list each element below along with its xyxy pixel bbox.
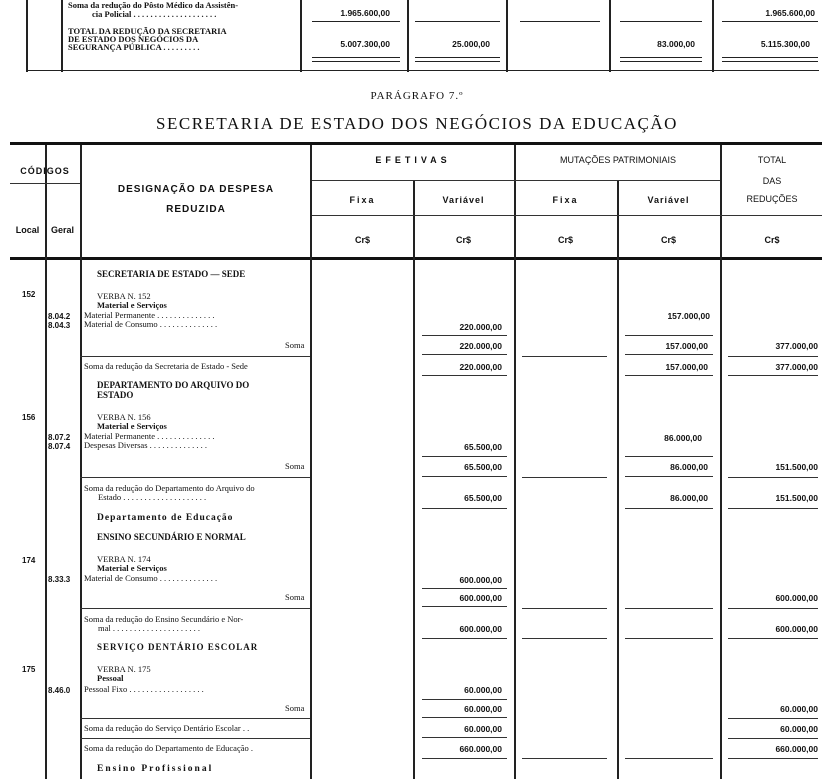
- rule: [80, 738, 310, 739]
- rule: [10, 183, 80, 184]
- verba: VERBA N. 152: [97, 291, 151, 301]
- amount: 600.000,00: [775, 593, 818, 603]
- rule: [422, 606, 507, 607]
- amount: 25.000,00: [452, 39, 490, 49]
- header-mutacoes: MUTAÇÕES PATRIMONIAIS: [559, 155, 676, 165]
- reduction-label: Soma da redução da Secretaria de Estado - Sede: [84, 361, 248, 371]
- header-currency: Cr$: [660, 235, 676, 245]
- amount: 600.000,00: [459, 593, 502, 603]
- rule: [625, 375, 713, 376]
- header-designacao-sub: REDUZIDA: [166, 204, 226, 215]
- amount: 65.500,00: [464, 442, 502, 452]
- table-border: [712, 0, 714, 72]
- page-title: SECRETARIA DE ESTADO DOS NEGÓCIOS DA EDUCAÇÃO: [156, 114, 678, 133]
- amount: 60.000,00: [780, 724, 818, 734]
- table-border: [61, 0, 63, 72]
- item-label: Material de Consumo . . . . . . . . . . . . . .: [84, 319, 218, 329]
- header-efetivas: EFETIVAS: [375, 155, 451, 165]
- rule: [422, 335, 507, 336]
- amount: 660.000,00: [775, 744, 818, 754]
- amount: 220.000,00: [459, 322, 502, 332]
- rule: [422, 717, 507, 718]
- item-label: Material Permanente . . . . . . . . . . . . . .: [84, 310, 215, 320]
- header-geral: Geral: [50, 225, 74, 235]
- local-code: 175: [22, 665, 36, 674]
- subgroup: Pessoal: [97, 673, 124, 683]
- amount: 157.000,00: [667, 311, 710, 321]
- local-code: 174: [22, 556, 36, 565]
- rule: [620, 61, 702, 62]
- rule: [422, 638, 507, 639]
- rule: [422, 588, 507, 589]
- department-title: Departamento de Educação: [97, 513, 234, 523]
- rule: [728, 718, 818, 719]
- amount: 660.000,00: [459, 744, 502, 754]
- header-local: Local: [15, 225, 40, 235]
- paragraph-heading: PARÁGRAFO 7.º: [370, 90, 464, 102]
- header-currency: Cr$: [557, 235, 573, 245]
- rule: [415, 21, 500, 22]
- amount: 220.000,00: [459, 362, 502, 372]
- table-border: [300, 0, 302, 72]
- header-das: DAS: [762, 176, 782, 186]
- geral-code: 8.07.2: [48, 433, 71, 442]
- rule: [422, 456, 507, 457]
- rule: [422, 354, 507, 355]
- rule: [728, 508, 818, 509]
- amount: 65.500,00: [464, 493, 502, 503]
- rule: [620, 21, 702, 22]
- rule: [422, 758, 507, 759]
- soma-label: Soma: [285, 340, 305, 350]
- rule: [620, 57, 702, 58]
- item-label: Material de Consumo . . . . . . . . . . . . . .: [84, 573, 218, 583]
- geral-code: 8.07.4: [48, 442, 71, 451]
- rule: [625, 476, 713, 477]
- amount: 151.500,00: [775, 493, 818, 503]
- header-currency: Cr$: [455, 235, 471, 245]
- amount: 86.000,00: [670, 493, 708, 503]
- section-title: Ensino Profissional: [97, 764, 214, 774]
- reduction-label: mal . . . . . . . . . . . . . . . . . . . . .: [98, 623, 200, 633]
- amount: 600.000,00: [775, 624, 818, 634]
- rule: [522, 356, 607, 357]
- amount: 157.000,00: [665, 341, 708, 351]
- amount: 83.000,00: [657, 39, 695, 49]
- subgroup: Material e Serviços: [97, 421, 167, 431]
- item-label: Pessoal Fixo . . . . . . . . . . . . . . . . . .: [84, 684, 204, 694]
- reduction-label: Soma da redução do Serviço Dentário Escolar . .: [84, 723, 250, 733]
- rule: [312, 180, 720, 181]
- rule: [415, 57, 500, 58]
- rule: [80, 477, 310, 478]
- amount: 377.000,00: [775, 362, 818, 372]
- rule: [625, 335, 713, 336]
- geral-code: 8.04.2: [48, 312, 71, 321]
- header-fixa: Fixa: [552, 195, 579, 205]
- section-title: ESTADO: [97, 390, 134, 400]
- rule: [722, 21, 818, 22]
- amount: 220.000,00: [459, 341, 502, 351]
- rule: [625, 638, 713, 639]
- header-currency: Cr$: [354, 235, 370, 245]
- rule: [80, 718, 310, 719]
- geral-code: 8.33.3: [48, 575, 71, 584]
- rule: [728, 477, 818, 478]
- amount: 5.115.300,00: [760, 39, 810, 49]
- rule: [520, 21, 600, 22]
- header-designacao: DESIGNAÇÃO DA DESPESA: [117, 184, 275, 195]
- verba: VERBA N. 156: [97, 412, 151, 422]
- amount: 377.000,00: [775, 341, 818, 351]
- amount: 60.000,00: [464, 704, 502, 714]
- header-variavel: Variável: [647, 195, 690, 205]
- rule: [522, 477, 607, 478]
- rule: [312, 21, 400, 22]
- header-codigos: CÓDIGOS: [20, 166, 70, 176]
- rule: [625, 758, 713, 759]
- verba: VERBA N. 175: [97, 664, 151, 674]
- amount: 86.000,00: [670, 462, 708, 472]
- reduction-label: Soma da redução do Ensino Secundário e Nor-: [84, 614, 244, 624]
- section-title: DEPARTAMENTO DO ARQUIVO DO: [97, 380, 250, 390]
- table-border: [407, 0, 409, 72]
- rule: [422, 737, 507, 738]
- rule: [625, 508, 713, 509]
- rule: [80, 608, 310, 609]
- amount: 5.007.300,00: [340, 39, 390, 49]
- rule: [625, 354, 713, 355]
- subgroup: Material e Serviços: [97, 300, 167, 310]
- rule: [625, 608, 713, 609]
- amount: 60.000,00: [780, 704, 818, 714]
- row-label: Soma da redução do Pôsto Médico da Assistên-: [68, 0, 239, 10]
- rule: [522, 758, 607, 759]
- table-border: [609, 0, 611, 72]
- total-label: DE ESTADO DOS NEGÓCIOS DA: [68, 34, 199, 44]
- header-fixa: Fixa: [349, 195, 376, 205]
- amount: 60.000,00: [464, 724, 502, 734]
- header-reducoes: REDUÇÕES: [746, 194, 798, 204]
- rule: [728, 356, 818, 357]
- header-bottom-border: [10, 257, 822, 260]
- local-code: 156: [22, 413, 36, 422]
- amount: 1.965.600,00: [765, 8, 815, 18]
- amount: 600.000,00: [459, 575, 502, 585]
- column-divider: [45, 145, 47, 779]
- item-label: Material Permanente . . . . . . . . . . . . . .: [84, 431, 215, 441]
- geral-code: 8.46.0: [48, 686, 71, 695]
- amount: 65.500,00: [464, 462, 502, 472]
- reduction-label: Soma da redução do Departamento de Educação .: [84, 743, 253, 753]
- rule: [728, 375, 818, 376]
- section-title: SECRETARIA DE ESTADO — SEDE: [97, 269, 246, 279]
- rule: [722, 57, 818, 58]
- geral-code: 8.04.3: [48, 321, 71, 330]
- total-label: SEGURANÇA PÚBLICA . . . . . . . . .: [68, 42, 200, 52]
- rule: [312, 57, 400, 58]
- section-title: SERVIÇO DENTÁRIO ESCOLAR: [97, 642, 259, 652]
- total-label: TOTAL DA REDUÇÃO DA SECRETARIA: [68, 26, 227, 36]
- column-divider: [617, 180, 619, 779]
- row-label: cia Policial . . . . . . . . . . . . . . . . . . . .: [92, 9, 217, 19]
- header-currency: Cr$: [764, 235, 780, 245]
- amount: 86.000,00: [664, 433, 702, 443]
- rule: [728, 638, 818, 639]
- rule: [422, 699, 507, 700]
- amount: 157.000,00: [665, 362, 708, 372]
- rule: [728, 758, 818, 759]
- rule: [415, 61, 500, 62]
- item-label: Despesas Diversas . . . . . . . . . . . . . .: [84, 440, 207, 450]
- table-border: [26, 0, 28, 72]
- rule: [312, 215, 822, 216]
- verba: VERBA N. 174: [97, 554, 151, 564]
- rule: [422, 476, 507, 477]
- header-total: TOTAL: [757, 155, 787, 165]
- rule: [422, 375, 507, 376]
- rule: [722, 61, 818, 62]
- soma-label: Soma: [285, 461, 305, 471]
- amount: 600.000,00: [459, 624, 502, 634]
- column-divider: [413, 180, 415, 779]
- amount: 151.500,00: [775, 462, 818, 472]
- soma-label: Soma: [285, 703, 305, 713]
- table-top-border: [10, 142, 822, 145]
- rule: [26, 70, 819, 71]
- reduction-label: Estado . . . . . . . . . . . . . . . . . . . .: [98, 492, 207, 502]
- rule: [728, 608, 818, 609]
- table-border: [506, 0, 508, 72]
- rule: [728, 738, 818, 739]
- local-code: 152: [22, 290, 36, 299]
- rule: [625, 456, 713, 457]
- amount: 60.000,00: [464, 685, 502, 695]
- soma-label: Soma: [285, 592, 305, 602]
- subgroup: Material e Serviços: [97, 563, 167, 573]
- rule: [522, 638, 607, 639]
- section-title: ENSINO SECUNDÁRIO E NORMAL: [97, 532, 246, 542]
- header-variavel: Variável: [442, 195, 485, 205]
- reduction-label: Soma da redução do Departamento do Arquivo do: [84, 483, 255, 493]
- rule: [312, 61, 400, 62]
- rule: [80, 356, 310, 357]
- rule: [522, 608, 607, 609]
- amount: 1.965.600,00: [340, 8, 390, 18]
- column-divider: [80, 145, 82, 779]
- rule: [422, 508, 507, 509]
